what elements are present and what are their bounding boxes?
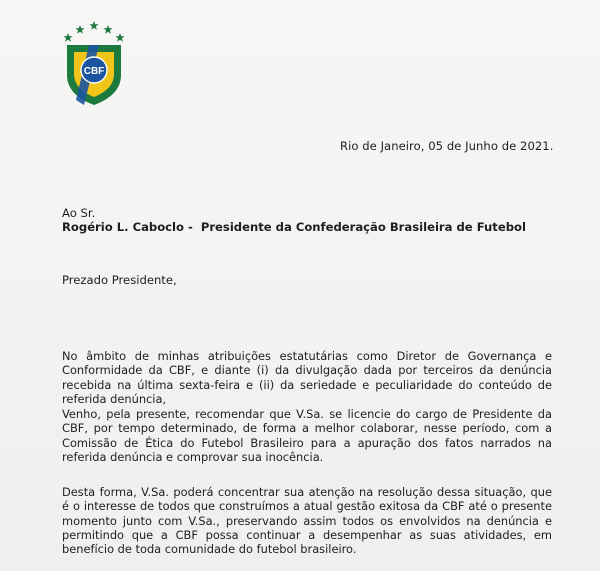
letter-date: Rio de Janeiro, 05 de Junho de 2021. (340, 139, 554, 153)
recipient-name: Rogério L. Caboclo - (62, 220, 193, 234)
paragraph-3: Desta forma, V.Sa. poderá concentrar sua atenção na resolução dessa situação, que é o interesse de todos que construímos a atual gestão exitosa da CBF até o presente momento junto com V.Sa., preservando assim todos os envolvidos na denúncia e permitindo que a CBF possa continuar a desempenhar as suas atividades, em benefício de toda comunidade do futebol brasileiro. (62, 485, 552, 557)
crest-label: CBF (83, 66, 105, 77)
salutation-line: Ao Sr. (62, 206, 96, 220)
cbf-crest-logo (62, 20, 126, 106)
paragraph-2: Venho, pela presente, recomendar que V.Sa. se licencie do cargo de Presidente da CBF, por tempo determinado, de forma a melhor colaborar, nesse período, com a Comissão de Ética do Futebol Brasileiro para a apuração dos fatos narrados na referida denúncia e comprovar sua inocência. (62, 407, 552, 464)
stars-icon (63, 21, 124, 42)
greeting: Prezado Presidente, (62, 273, 177, 287)
recipient-title: Presidente da Confederação Brasileira de Futebol (200, 220, 526, 234)
recipient-line (62, 220, 526, 234)
paragraph-1: No âmbito de minhas atribuições estatutárias como Diretor de Governança e Conformidade da CBF, e diante (i) da divulgação dada por terceiros da denúncia recebida na última sexta-feira e (ii) da seriedade e peculiaridade do conteúdo de referida denúncia, (62, 349, 552, 406)
